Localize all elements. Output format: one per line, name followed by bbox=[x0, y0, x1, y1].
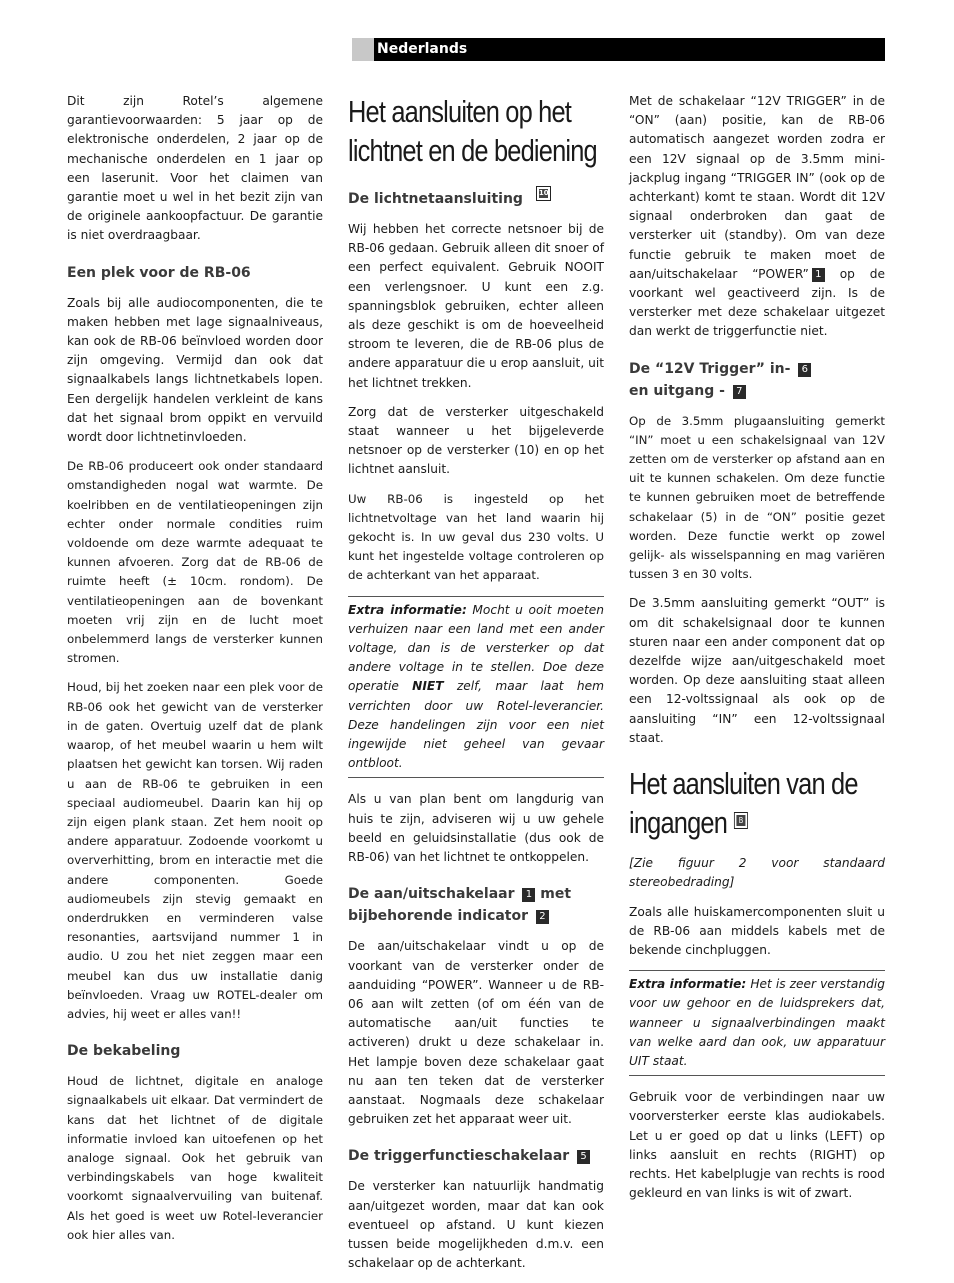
mains-paragraph-3: Uw RB-06 is ingesteld op het lichtnetvoltage van het land waarin hij gekocht is. In uw geval dus 230 volts. U kunt het ingestelde voltage controleren op de achterkant van het apparaat. bbox=[348, 491, 604, 583]
mains-paragraph-1: Wij hebben het correcte netsnoer bij de RB-06 gedaan. Gebruik alleen dit snoer of een perfect equivalent. Gebruik NOOIT een verlengsnoer. U kunt een z.g. spanningsblok gebruiken, echter alleen als deze geschikt is om de hoeveelheid stroom te leveren, die de RB-06 plus de andere apparatuur die u erop aansluit, uit het lichtnet trekken. bbox=[348, 222, 604, 390]
power-heading-text-a: De aan/uitschakelaar bbox=[348, 886, 515, 903]
trigger-paragraph: De versterker kan natuurlijk handmatig aan/uitgezet worden, maar dat kan ook eventueel op afstand. U kunt kiezen tussen beide mogelijkheden d.m.v. een schakelaar op de achterkant. bbox=[348, 1179, 604, 1271]
ref-mains: 10 bbox=[538, 189, 549, 197]
trigger-heading-text: De triggerfunctieschakelaar bbox=[348, 1148, 570, 1165]
reference-letter-icon bbox=[734, 812, 748, 829]
trigger-continued-paragraph bbox=[629, 92, 885, 342]
ref-power-inline: 1 bbox=[812, 268, 825, 282]
12v-heading-text-a: De “12V Trigger” in- bbox=[629, 360, 791, 377]
header-tab-marker bbox=[352, 38, 374, 61]
column-2 bbox=[348, 92, 604, 1283]
column-3 bbox=[629, 92, 885, 1213]
power-heading-text-b: met bijbehorende indicator bbox=[348, 886, 572, 925]
reference-number-icon bbox=[536, 186, 551, 201]
inputs-paragraph-1: Zoals alle huiskamercomponenten sluit u de RB-06 aan middels kabels met de bekende cinchpluggen. bbox=[629, 904, 885, 957]
ref-out: 7 bbox=[733, 385, 746, 399]
extra-info-label-2: Extra informatie: bbox=[629, 977, 747, 992]
cabling-paragraph: Houd de lichtnet, digitale en analoge signaalkabels uit elkaar. Dat vermindert de kans dat het lichtnet of de digitale informatie invloed kan uitoefenen op het analoge signaal. Ook het gebruik van verbindingskabels van hoge kwaliteit voorkomt signaalvervuiling van buitenaf. Als het goed is weet uw Rotel-leverancier ook hier alles van. bbox=[67, 1074, 323, 1242]
section-heading-cabling: De bekabeling bbox=[67, 1043, 181, 1060]
12v-paragraph-1: Op de 3.5mm plugaansluiting gemerkt “IN” moet u een schakelsignaal van 12V zetten om de versterker op afstand aan en uit te kunnen schakelen. Om deze functie te kunnen gebruiken moet de betreffende schakelaar (5) in de “ON” positie gezet worden. Deze functie werkt op zowel gelijk- als wisselspanning en mag variëren tussen 3 en 30 volts. bbox=[629, 413, 885, 582]
12v-heading-text-b: en uitgang - bbox=[629, 382, 725, 399]
page-title-inputs bbox=[629, 764, 891, 842]
placement-paragraph-1: Zoals bij alle audiocomponenten, die te maken hebben met lage signaalniveaus, kan ook de RB-06 beïnvloed worden door zijn omgeving. Vermijd dan ook dat signaalkabels langs lichtnetkabels lopen. Een dergelijk handelen verkleint de kans dat het signaal brom oppikt en vervuild wordt door lichtnetinvloeden. bbox=[67, 295, 323, 445]
language-label: Nederlands bbox=[377, 41, 468, 57]
section-heading-placement: Een plek voor de RB-06 bbox=[67, 264, 251, 281]
placement-paragraph-3: Houd, bij het zoeken naar een plek voor de RB-06 ook het gewicht van de versterker in de gaten. Overtuig uzelf dat de plank waarop, of het meubel waarin u hem wilt plaatsen het gewicht kan torsen. Wij raden u aan de RB-06 te gebruiken in een speciaal audiomeubel. Daarin kan hij op zijn eigen plank staan. Zet hem nooit op andere apparatuur. Zodoende voorkomt u oververhitting, brom en interactie met die andere componenten. Goede audiomeubels zijn stevig gemaakt en onderdrukken en verminderen valse resonanties, aartsvijand nummer 1 in audio. U zou het niet zeggen maar een meubel kan dus uw installatie danig beïnvloeden. Vraag uw ROTEL-dealer om advies, hij weet er alles van!! bbox=[67, 680, 323, 1021]
extra-info-box-2 bbox=[629, 970, 885, 1076]
inputs-title-text: Het aansluiten van de ingangen bbox=[629, 766, 858, 841]
warranty-paragraph: Dit zijn Rotel’s algemene garantievoorwaarden: 5 jaar op de elektronische onderdelen, 2 jaar op de mechanische onderdelen en 1 jaar op een laserunit. Voor het claimen van garantie moet u wel in het bezit zijn van de originele aankoopfactuur. De garantie is niet overdraagbaar. bbox=[67, 94, 323, 243]
inputs-paragraph-2: Gebruik voor de verbindingen naar uw voorversterker eerste klas audiokabels. Let u er goed op dat u links (LEFT) op links aansluit en rechts (RIGHT) op rechts. Het kabelplugje van rechts is rood gekleurd en van links is wit of zwart. bbox=[629, 1090, 885, 1201]
note-part-a: Mocht u ooit moeten verhuizen naar een land met een ander voltage, dan is de versterker op dat andere voltage in te stellen. Doe deze operatie bbox=[348, 602, 604, 694]
ref-power: 1 bbox=[522, 888, 535, 902]
mains-paragraph-2: Zorg dat de versterker uitgeschakeld staat wanneer u het bijgeleverde netsnoer op de versterker (10) en op het lichtnet aansluit. bbox=[348, 404, 604, 477]
section-heading-trigger bbox=[348, 1145, 604, 1167]
section-heading-12v bbox=[629, 358, 885, 402]
12v-paragraph-2: De 3.5mm aansluiting gemerkt “OUT” is om dit schakelsignaal door te kunnen sturen naar een ander component dat op dezelfde wijze aan/uitgeschakeld moet worden. Op deze aansluiting staat alleen een 12-voltssignaal als ook op de aansluiting “IN” een 12-voltssignaal staat. bbox=[629, 596, 885, 745]
page-title-mains: Het aansluiten op het lichtnet en de bediening bbox=[348, 94, 597, 168]
section-heading-mains bbox=[348, 186, 604, 210]
note-part-b: zelf, maar laat hem verrichten door uw Rotel-leverancier. Deze handelingen zijn voor een niet ingewijde niet geheel van gevaar ontbloot. bbox=[348, 679, 604, 771]
extra-info-text-2 bbox=[629, 975, 885, 1071]
extra-info-box bbox=[348, 596, 604, 779]
p1-part-a: Met de schakelaar “12V TRIGGER” in de “ON” (aan) positie, kan de RB-06 automatisch aangezet worden zodra er een 12V signaal op de 3.5mm mini-jackplug ingang “TRIGGER IN” (ook op de achterkant) komt te staan. Wordt dit 12V signaal onderbroken dan gaat de versterker uit (standby). Om van deze functie gebruik te maken moet de aan/uitschakelaar “POWER” bbox=[629, 94, 885, 281]
note-text-2: Het is zeer verstandig voor uw gehoor en de luidsprekers dat, wanneer u signaalverbindingen maakt van welke aard dan ook, uw apparatuur UIT staat. bbox=[629, 977, 885, 1068]
extra-info-text bbox=[348, 601, 604, 774]
ref-indicator: 2 bbox=[536, 910, 549, 924]
p1-part-b: op de voorkant wel geactiveerd zijn. Is de versterker met deze schakelaar uitgezet dan werkt de triggerfunctie niet. bbox=[629, 266, 885, 339]
figure-reference: [Zie figuur 2 voor standaard stereobedrading] bbox=[629, 856, 885, 890]
ref-in: 6 bbox=[798, 363, 811, 377]
placement-paragraph-2: De RB-06 produceert ook onder standaard omstandigheden nogal wat warmte. De koelribben en de ventilatieopeningen zijn echter onder normale condities ruim voldoende om deze warmte adequaat te kunnen afvoeren. Zorg dat de RB-06 de ruimte heeft (± 10cm. rondom). De ventilatieopeningen aan de bovenkant moeten vrij zijn en de lucht moet onbelemmerd langs de versterker kunnen stromen. bbox=[67, 459, 323, 666]
section-heading-power bbox=[348, 883, 604, 927]
ref-inputs: B bbox=[736, 815, 745, 826]
mains-heading-text: De lichtnetaansluiting bbox=[348, 191, 523, 207]
power-paragraph: De aan/uitschakelaar vindt u op de voorkant van de versterker onder de aanduiding “POWER”. Wanneer u de RB-06 aan wilt zetten (of om één van de automatische aan/uit functies te activeren) drukt u deze schakelaar in. Het lampje boven deze schakelaar gaat nu aan ten teken dat de versterker aanstaat. Nogmaals deze schakelaar gebruiken zet het apparaat weer uit. bbox=[348, 939, 604, 1127]
note-bold: NIET bbox=[412, 679, 444, 694]
extra-info-label: Extra informatie: bbox=[348, 602, 467, 617]
ref-trigger: 5 bbox=[577, 1150, 590, 1164]
mains-paragraph-4: Als u van plan bent om langdurig van huis te zijn, adviseren wij u uw gehele beeld en geluidsinstallatie (dus ook de RB-06) van het lichtnet te ontkoppelen. bbox=[348, 792, 604, 865]
column-1 bbox=[67, 92, 323, 1255]
